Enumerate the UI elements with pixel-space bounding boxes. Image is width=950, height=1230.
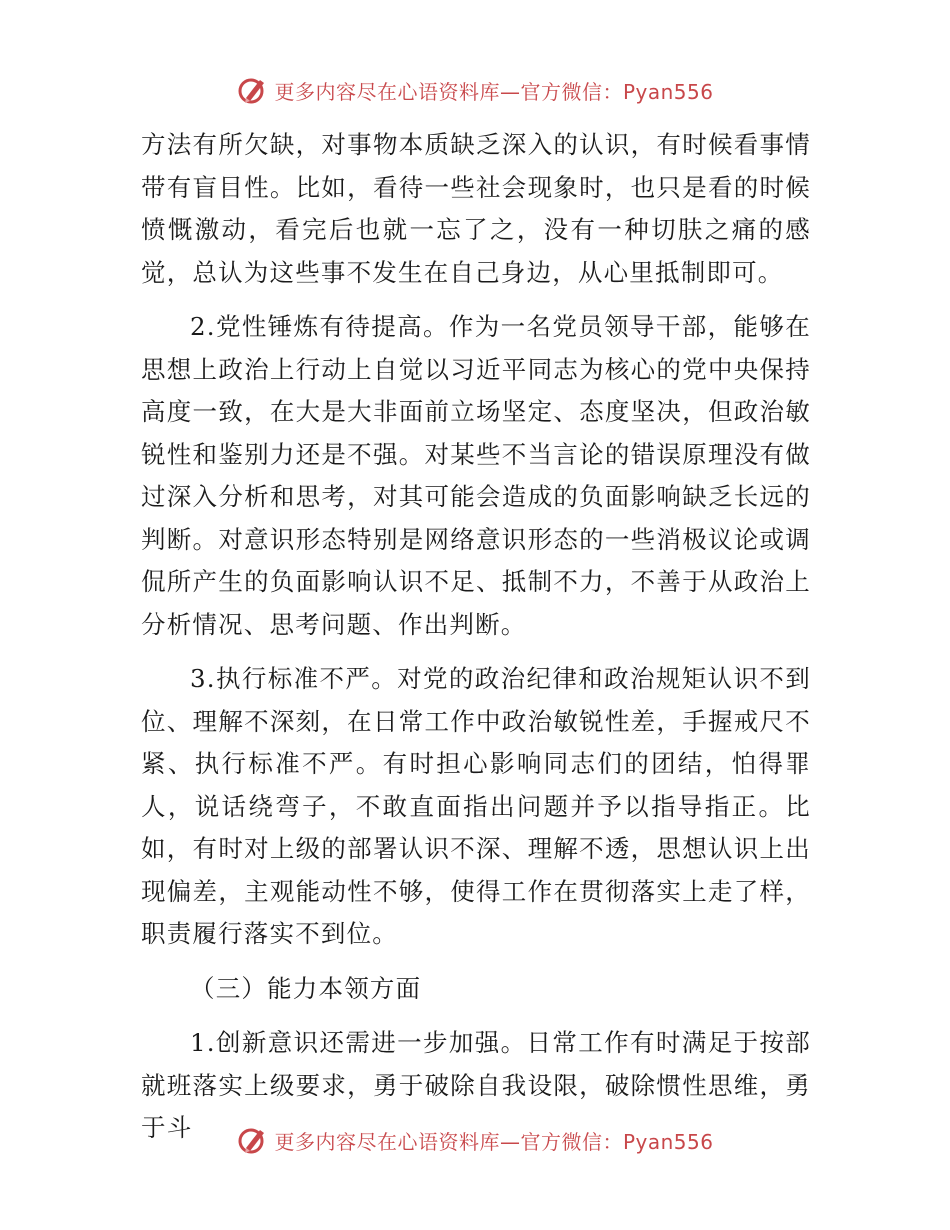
paragraph-standards: 3.执行标准不严。对党的政治纪律和政治规矩认识不到位、理解不深刻，在日常工作中政治敏锐性差，手握戒尺不紧、执行标准不严。有时担心影响同志们的团结，怕得罪人，说话绕弯子，不敢直面指出问题并予以指导指正。比如，有时对上级的部署认识不深、理解不透，思想认识上出现偏差，主观能动性不够，使得工作在贯彻落实上走了样，职责履行落实不到位。 bbox=[141, 664, 811, 948]
paragraph-innovation: 1.创新意识还需进一步加强。日常工作有时满足于按部就班落实上级要求，勇于破除自我设限，破除惯性思维，勇于斗 bbox=[141, 1028, 811, 1142]
pen-circle-logo-icon bbox=[236, 1124, 268, 1156]
pen-circle-logo-icon bbox=[236, 74, 268, 106]
section-heading: （三）能力本领方面 bbox=[190, 973, 422, 1003]
banner-text: 更多内容尽在心语资料库—官方微信：Pyan556 bbox=[274, 1129, 714, 1154]
banner-text: 更多内容尽在心语资料库—官方微信：Pyan556 bbox=[274, 79, 714, 104]
footer-watermark-banner bbox=[0, 1120, 950, 1160]
document-body bbox=[141, 124, 811, 1150]
paragraph-continuation: 方法有所欠缺，对事物本质缺乏深入的认识，有时候看事情带有盲目性。比如，看待一些社会现象时，也只是看的时候愤慨激动，看完后也就一忘了之，没有一种切肤之痛的感觉，总认为这些事不发生在自己身边，从心里抵制即可。 bbox=[141, 130, 811, 287]
paragraph-party-spirit: 2.党性锤炼有待提高。作为一名党员领导干部，能够在思想上政治上行动上自觉以习近平同志为核心的党中央保持高度一致，在大是大非面前立场坚定、态度坚决，但政治敏锐性和鉴别力还是不强。对某些不当言论的错误原理没有做过深入分析和思考，对其可能会造成的负面影响缺乏长远的判断。对意识形态特别是网络意识形态的一些消极议论或调侃所产生的负面影响认识不足、抵制不力，不善于从政治上分析情况、思考问题、作出判断。 bbox=[141, 312, 811, 639]
header-watermark-banner bbox=[0, 70, 950, 110]
